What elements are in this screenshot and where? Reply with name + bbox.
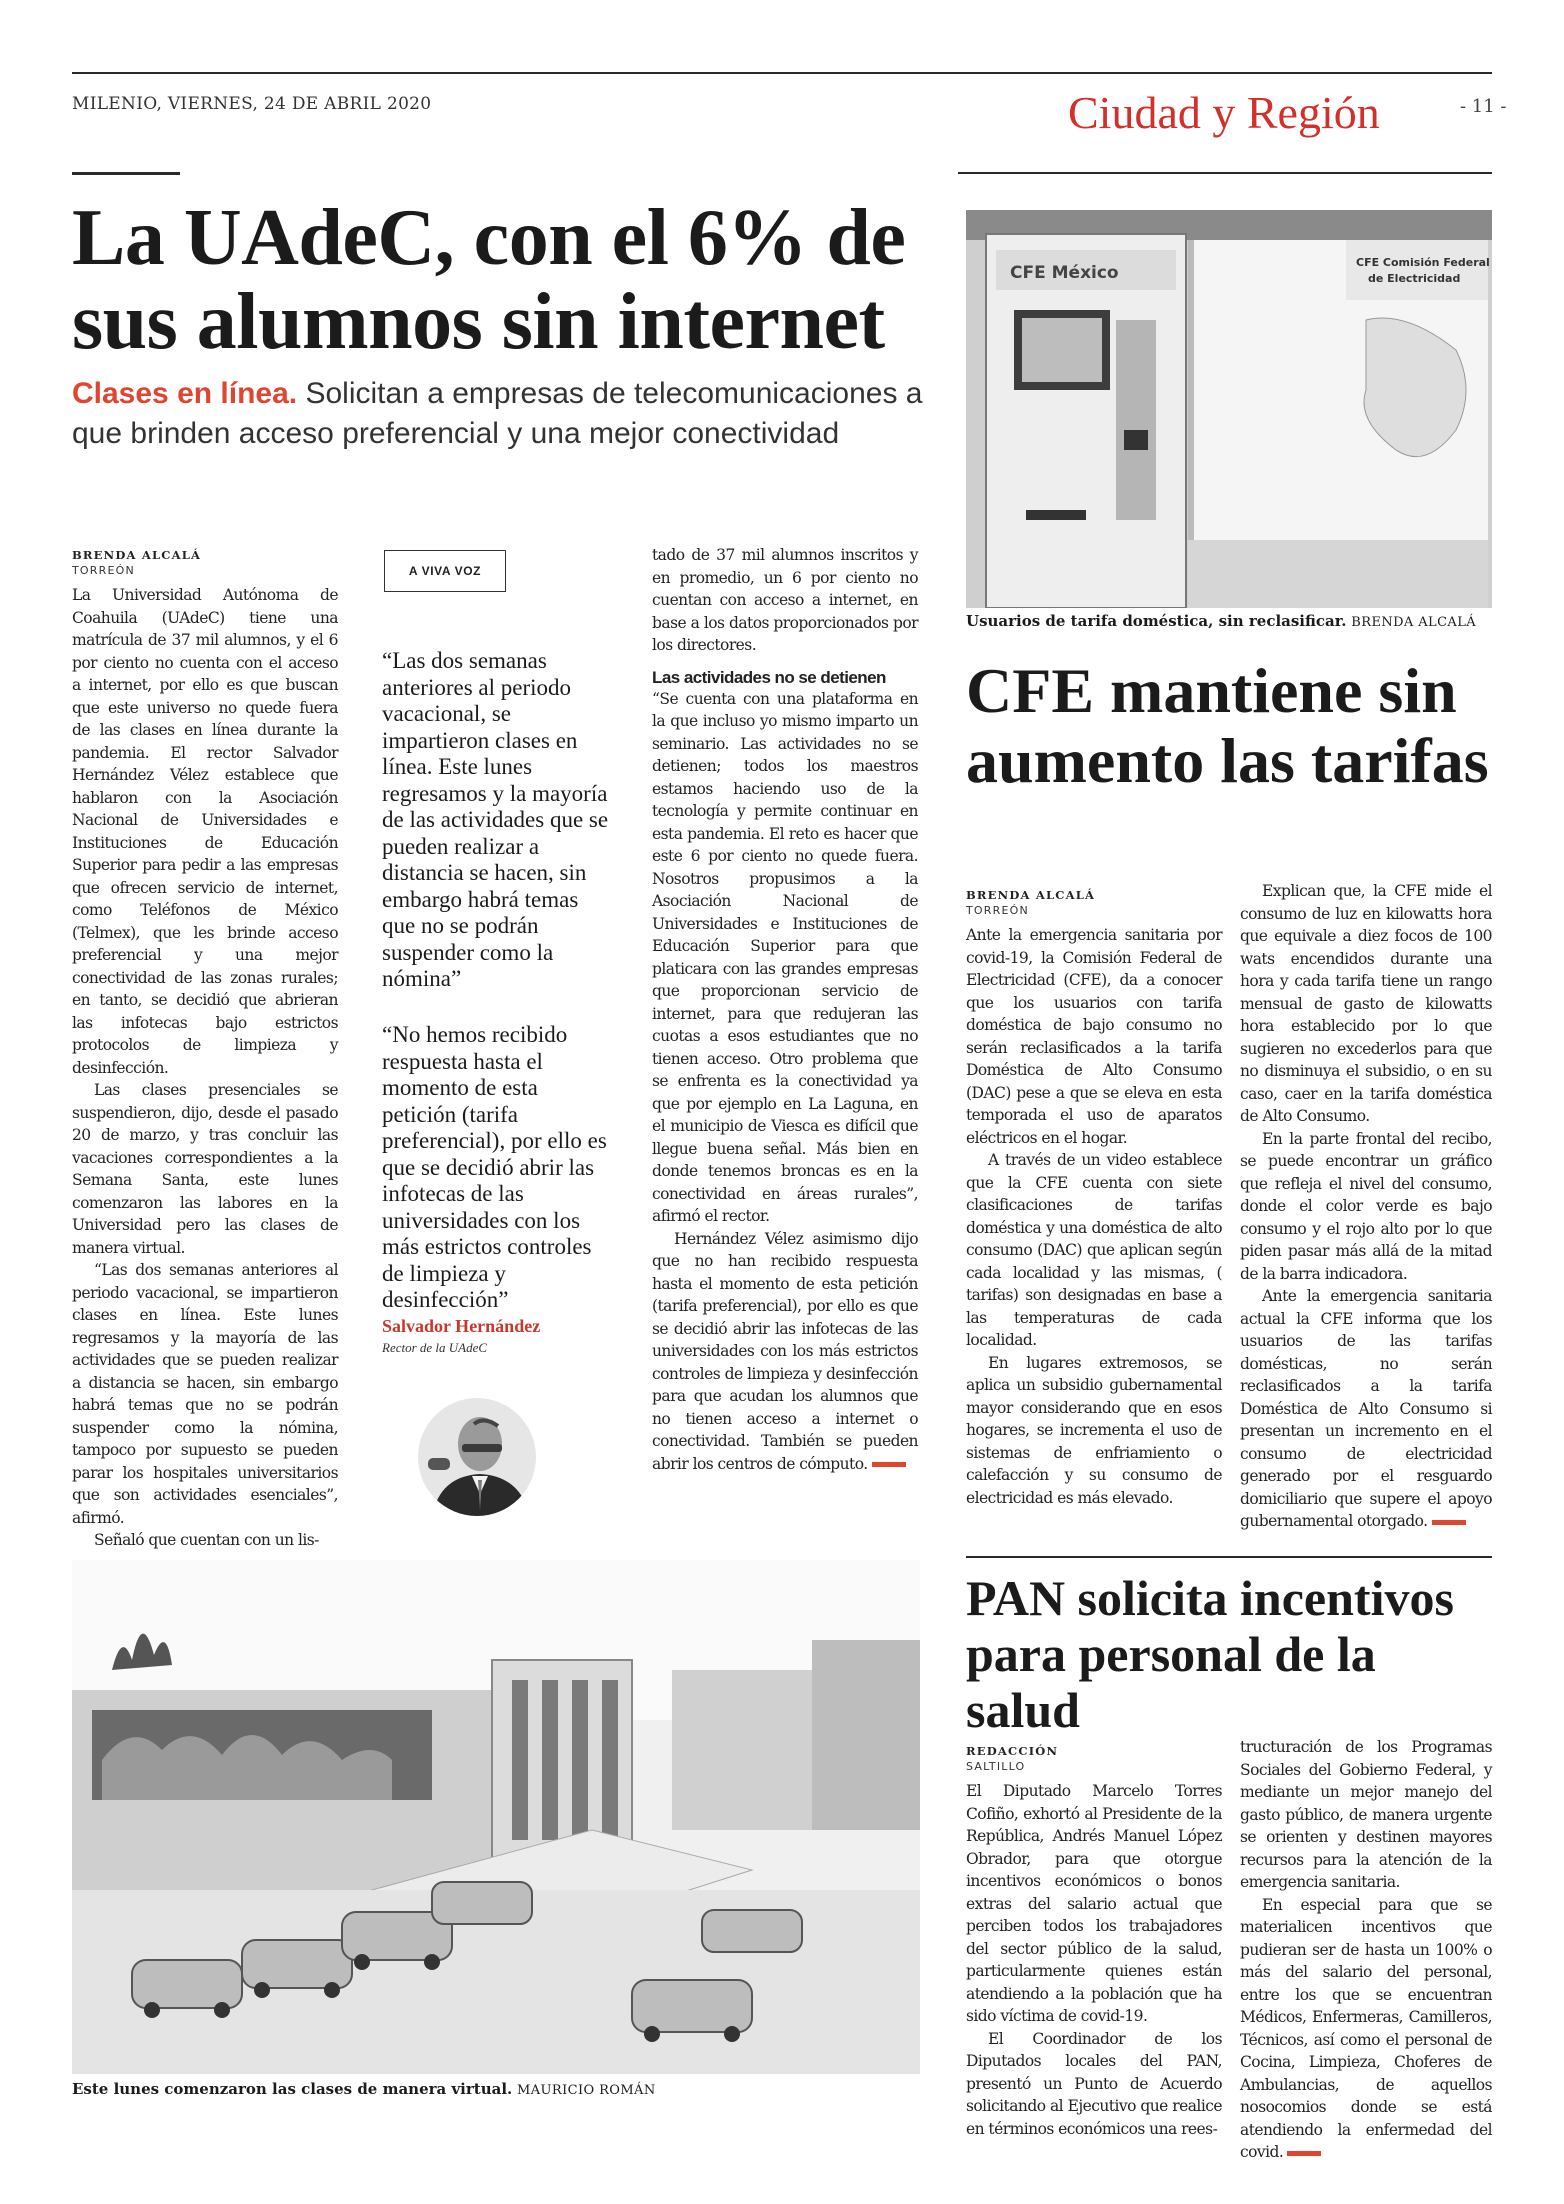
quote-author-name: Salvador Hernández xyxy=(382,1316,541,1336)
a-viva-voz-label: A VIVA VOZ xyxy=(384,550,506,592)
rector-portrait xyxy=(418,1398,536,1516)
pan-col2-p1: tructuración de los Programas Sociales del Gobierno Federal, y mediante un mejor manejo del gasto público, de manera urgente se orienten y destinen mayores recursos para la atención de la emergencia sanitaria. xyxy=(1240,1738,1492,1891)
header-underline-right xyxy=(958,172,1492,174)
pan-headline xyxy=(966,1570,1492,1738)
quote-1: “Las dos semanas anteriores al periodo vacacional, se impartieron clases en línea. Este lunes regresamos y la mayoría de las actividades que se pueden realizar a distancia se hacen, sin embargo habrá temas que no se podrán suspender como la nómina” xyxy=(382,648,609,991)
pan-col1 xyxy=(966,1780,1222,2140)
cfe-headline xyxy=(966,656,1492,796)
pan-byline: REDACCIÓN xyxy=(966,1744,1059,1758)
cfe-headline-line1: CFE mantiene sin xyxy=(966,655,1457,726)
main-byline: BRENDA ALCALÁ xyxy=(72,548,202,562)
header-underline xyxy=(72,172,180,175)
deck-kicker: Clases en línea. xyxy=(72,377,298,410)
main-col1 xyxy=(72,584,338,1552)
pan-col2-p2: En especial para que se materialicen incentivos que pudieran ser de hasta un 100% o más del salario del personal, entre los que se encuentran Médicos, Enfermeras, Camilleros, Técnicos, así como el personal de Cocina, Limpieza, Choferes de Ambulancias, de aquellos nosocomios donde se está atendiendo la enfermedad del covid. xyxy=(1240,1895,1492,2161)
main-headline xyxy=(72,196,952,364)
main-col3-p1: “Se cuenta con una plataforma en la que incluso yo mismo imparto un seminario. Las actividades no se detienen; todos los maestros estamos haciendo uso de la tecnología y permite continuar en esta pandemia. El reto es hacer que este 6 por ciento no quede fuera. Nosotros propusimos a la Asociación Nacional de Universidades e Instituciones de Educación Superior para que platicara con las grandes empresas que proporcionan servicio de internet, para que redujeran las cuotas a esos estudiantes que no tienen acceso. Otro problema que se enfrenta es la conectividad ya que por ejemplo en La Laguna, en el municipio de Viesca es difícil que llegue buena señal. Más bien en donde tenemos broncas es en la conectividad en áreas rurales”, afirmó el rector. xyxy=(652,689,918,1225)
quote-2: “No hemos recibido respuesta hasta el momento de esta petición (tarifa preferencial), por ello es que se decidió abrir las infotecas de las universidades con los más estrictos controles de limpieza y desinfección” xyxy=(382,1022,607,1312)
cfe-kiosk-sign: CFE México xyxy=(1010,263,1119,283)
cfe-headline-line2: aumento las tarifas xyxy=(966,725,1489,796)
cfe-col2-p3: Ante la emergencia sanitaria actual la CFE informa que los usuarios de las tarifas domésticas, no serán reclasificados a la tarifa Doméstica de Alto Consumo si presentan un incremento en el consumo de electricidad generado por el resguardo domiciliario que supere el apoyo gubernamental otorgado. xyxy=(1240,1287,1492,1530)
deck-line1: Solicitan a empresas de telecomunicaciones a xyxy=(297,377,923,410)
pan-col1-p2: El Coordinador de los Diputados locales del PAN, presentó un Punto de Acuerdo solicitando al Ejecutivo que realice en términos económicos una rees- xyxy=(966,2029,1222,2138)
pan-headline-line2: para personal de la salud xyxy=(966,1626,1376,1738)
main-place: TORREÓN xyxy=(72,564,135,577)
cfe-wall-sign2: de Electricidad xyxy=(1368,272,1461,285)
main-col3-subhead: Las actividades no se detienen xyxy=(652,667,886,687)
pan-top-rule xyxy=(966,1556,1492,1558)
cfe-byline: BRENDA ALCALÁ xyxy=(966,888,1096,902)
main-col1-p1: La Universidad Autónoma de Coahuila (UAdeC) tiene una matrícula de 37 mil alumnos, y el 6 por ciento no cuenta con el acceso a internet, por ello es que buscan que este universo no quede fuera de las clases en línea durante la pandemia. El rector Salvador Hernández Vélez establece que hablaron con la Asociación Nacional de Universidades e Instituciones de Educación Superior para pedir a las empresas que ofrecen servicio de internet, como Teléfonos de México (Telmex), que les brinde acceso preferencial y una mejor conectividad de las zonas rurales; en tanto, se decidió que abrieran las infotecas bajo estrictos protocolos de limpieza y desinfección. xyxy=(72,586,338,1077)
university-caption-credit: MAURICIO ROMÁN xyxy=(517,2083,656,2098)
main-deck xyxy=(72,374,952,454)
quote-author-title: Rector de la UAdeC xyxy=(382,1340,488,1355)
end-mark xyxy=(1432,1520,1466,1525)
cfe-photo xyxy=(966,210,1492,608)
cfe-col1-p2: A través de un video establece que la CFE cuenta con siete clasificaciones de tarifas doméstica y una doméstica de alto consumo (DAC) que aplican según cada localidad y las mismas, ( tarifas) son designadas en base a las temperaturas de cada localidad. xyxy=(966,1151,1222,1349)
cfe-col1-p1: Ante la emergencia sanitaria por covid-19, la Comisión Federal de Electricidad (CFE), da a conocer que los usuarios con tarifa doméstica de bajo consumo no serán reclasificados a la tarifa Doméstica de Alto Consumo (DAC) pese a que se eleva en esta temporada el uso de aparatos eléctricos en el hogar. xyxy=(966,926,1222,1147)
university-photo-caption xyxy=(72,2080,920,2098)
cfe-col1 xyxy=(966,924,1222,1509)
cfe-wall-sign1: CFE Comisión Federal xyxy=(1356,256,1490,269)
main-headline-line1: La UAdeC, con el 6% de xyxy=(72,194,906,282)
main-col3-p2: Hernández Vélez asimismo dijo que no han recibido respuesta hasta el momento de esta petición (tarifa preferencial), por ello es que se decidió abrir las infotecas de las universidades con los más estrictos controles de limpieza y desinfección para que acudan los alumnos que no tienen acceso a internet o conectividad. También se pueden abrir los centros de cómputo. xyxy=(652,1229,918,1473)
end-mark xyxy=(1287,2151,1321,2156)
cfe-place: TORREÓN xyxy=(966,904,1029,917)
university-photo xyxy=(72,1560,920,2074)
deck-line2: que brinden acceso preferencial y una mejor conectividad xyxy=(72,417,840,450)
section-name: Ciudad y Región xyxy=(1068,87,1380,138)
pan-headline-line1: PAN solicita incentivos xyxy=(966,1570,1454,1626)
cfe-caption-credit: BRENDA ALCALÁ xyxy=(1351,615,1477,630)
cfe-col2-p2: En la parte frontal del recibo, se puede encontrar un gráfico que refleja el nivel del consumo, donde el color verde es bajo consumo y el rojo alto por lo que piden pasar más allá de la mitad de la barra indicadora. xyxy=(1240,1129,1492,1283)
pan-place: SALTILLO xyxy=(966,1760,1026,1773)
main-headline-line2: sus alumnos sin internet xyxy=(72,278,885,366)
page-number: - 11 - xyxy=(1460,96,1507,117)
cfe-photo-caption xyxy=(966,612,1492,630)
main-col3-intro: tado de 37 mil alumnos inscritos y en promedio, un 6 por ciento no cuentan con acceso a internet, en base a los datos proporcionados por los directores. xyxy=(652,546,918,654)
main-col3 xyxy=(652,544,918,1475)
dateline: MILENIO, VIERNES, 24 DE ABRIL 2020 xyxy=(72,94,432,114)
main-col1-p2: Las clases presenciales se suspendieron, dijo, desde el pasado 20 de marzo, y tras concluir las vacaciones correspondientes a la Semana Santa, este lunes comenzaron las labores en la Universidad pero las clases de manera virtual. xyxy=(72,1081,338,1257)
university-caption-text: Este lunes comenzaron las clases de manera virtual. xyxy=(72,2080,513,2098)
end-mark xyxy=(872,1462,906,1467)
cfe-col2 xyxy=(1240,880,1492,1533)
cfe-col1-p3: En lugares extremosos, se aplica un subsidio gubernamental mayor considerando que en esos hogares, se incrementa el uso de sistemas de enfriamiento o calefacción y su consumo de electricidad es más elevado. xyxy=(966,1353,1222,1507)
main-col1-p4: Señaló que cuentan con un lis- xyxy=(94,1531,319,1549)
pan-col1-p1: El Diputado Marcelo Torres Cofiño, exhortó al Presidente de la República, Andrés Manuel López Obrador, para que otorgue incentivos económicos o bonos extras del salario actual que perciben todos los trabajadores del sector público de la salud, particularmente quienes están atendiendo a la población que ha sido víctima de covid-19. xyxy=(966,1782,1222,2025)
pan-col2 xyxy=(1240,1736,1492,2164)
cfe-col2-p1: Explican que, la CFE mide el consumo de luz en kilowatts hora que equivale a diez focos de 100 wats encendidos durante una hora y cada tarifa tiene un rango mensual de gasto de kilowatts hora establecido por lo que sugieren no excederlos para que no disminuya el subsidio, o en su caso, caer en la tarifa doméstica de Alto Consumo. xyxy=(1240,882,1492,1125)
main-col1-p3: “Las dos semanas anteriores al periodo vacacional, se impartieron clases en línea. Este lunes regresamos y la mayoría de las actividades que se pueden realizar a distancia se hacen, sin embargo habrá temas que no se podrán suspender como la nómina, tampoco por supuesto se pueden parar los hospitales universitarios que son actividades esenciales”, afirmó. xyxy=(72,1261,338,1527)
top-rule xyxy=(72,72,1492,74)
cfe-caption-text: Usuarios de tarifa doméstica, sin reclasificar. xyxy=(966,612,1347,630)
